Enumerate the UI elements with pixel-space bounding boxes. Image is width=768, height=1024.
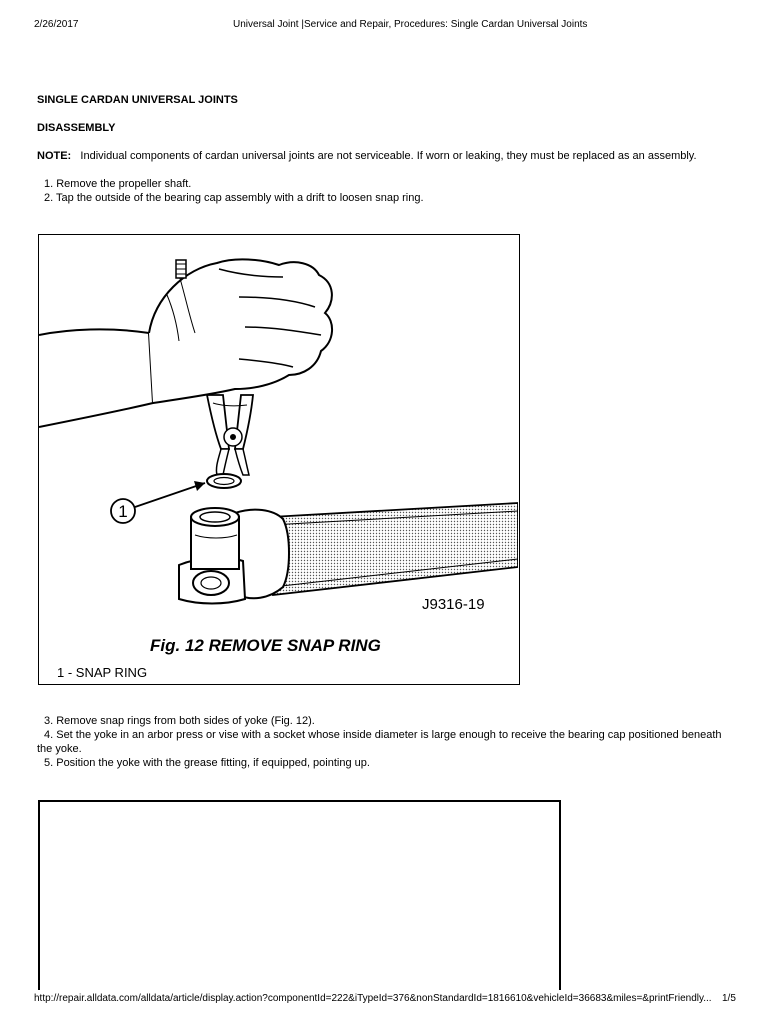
section-title: SINGLE CARDAN UNIVERSAL JOINTS bbox=[37, 94, 238, 106]
step-item: 1. Remove the propeller shaft. bbox=[44, 178, 192, 190]
figure-legend: 1 - SNAP RING bbox=[57, 665, 148, 680]
sleeve-cuff bbox=[39, 329, 153, 427]
callout-arrow bbox=[135, 483, 205, 507]
step-list-2 bbox=[37, 714, 737, 770]
step-item: 4. Set the yoke in an arbor press or vise with a socket whose inside diameter is large enough to receive the bearing cap positioned beneath the yoke. bbox=[37, 729, 722, 755]
figure-12 bbox=[38, 234, 520, 685]
source-url[interactable]: http://repair.alldata.com/alldata/article/display.action?componentId=222&iTypeId=376&nonStandardId=1816610&vehicleId=36683&miles=&printFriendly... bbox=[34, 993, 712, 1004]
note-label: NOTE: bbox=[37, 150, 72, 162]
step-list-1 bbox=[44, 177, 734, 205]
note bbox=[37, 149, 737, 163]
subsection-title: DISASSEMBLY bbox=[37, 122, 116, 134]
page-header-title: Universal Joint |Service and Repair, Procedures: Single Cardan Universal Joints bbox=[233, 19, 588, 30]
step-item: 3. Remove snap rings from both sides of yoke (Fig. 12). bbox=[44, 715, 315, 727]
step-item: 2. Tap the outside of the bearing cap assembly with a drift to loosen snap ring. bbox=[44, 192, 424, 204]
page-number: 1/5 bbox=[722, 993, 736, 1004]
remove-snap-ring-illustration bbox=[39, 235, 518, 683]
snap-ring bbox=[207, 474, 241, 488]
figure-code: J9316-19 bbox=[422, 596, 485, 613]
step-item: 5. Position the yoke with the grease fitting, if equipped, pointing up. bbox=[44, 757, 370, 769]
print-date: 2/26/2017 bbox=[34, 19, 79, 30]
note-text: Individual components of cardan universal joints are not serviceable. If worn or leaking, they must be replaced as an assembly. bbox=[80, 150, 697, 162]
hand bbox=[149, 259, 332, 403]
callout-number: 1 bbox=[118, 502, 128, 521]
propeller-shaft bbox=[271, 503, 518, 595]
figure-13-frame bbox=[38, 800, 561, 990]
figure-caption: Fig. 12 REMOVE SNAP RING bbox=[150, 636, 381, 655]
